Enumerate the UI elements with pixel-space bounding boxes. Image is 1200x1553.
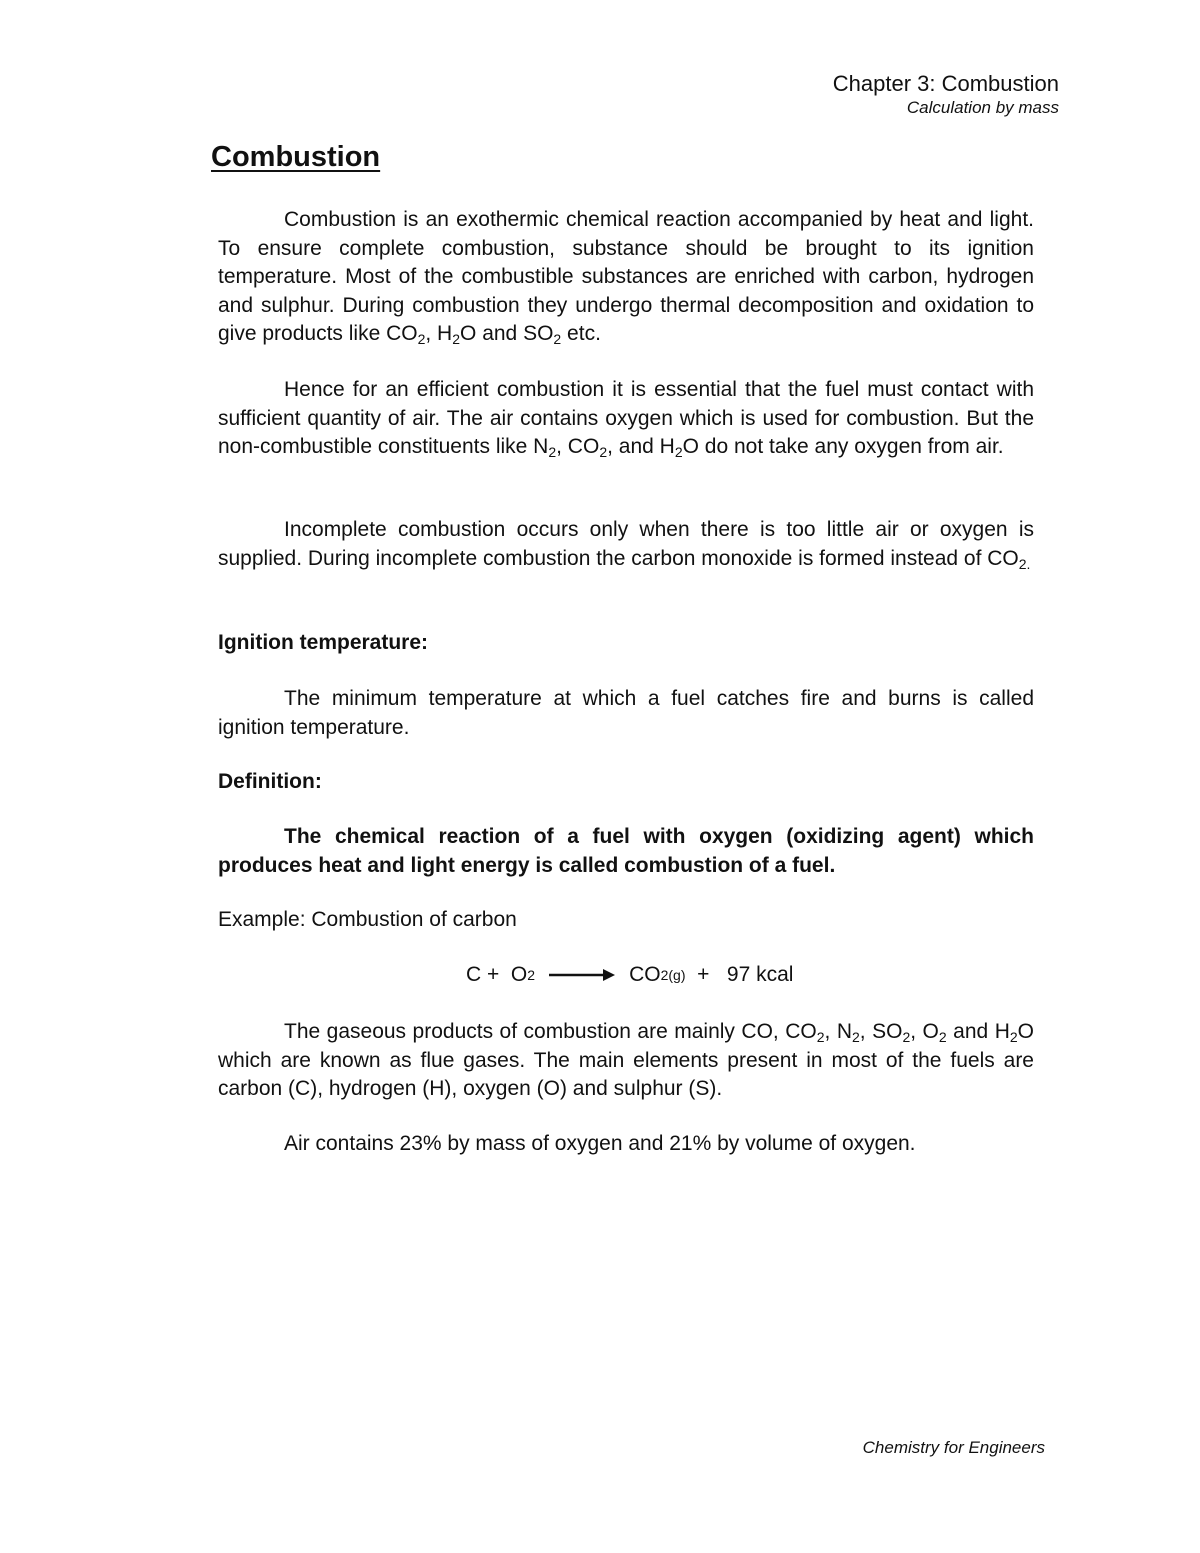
paragraph-efficient-combustion: Hence for an efficient combustion it is essential that the fuel must contact with sufficient quantity of air. The air contains oxygen which is used for combustion. But the non-combustible constituents like $N_2$, $CO_2$, and $H_2O$ do not take any oxygen from air. [218,378,1034,460]
heading-ignition-temperature: Ignition temperature: [218,631,429,654]
reaction-arrow-icon [549,967,615,983]
definition-text: The chemical reaction of a fuel with oxygen (oxidizing agent) which produces heat and light energy is called combustion of a fuel. [218,825,1034,877]
equation-lhs: C + O [466,963,528,986]
page-header [833,70,1059,118]
example-label: Example: Combustion of carbon [218,908,517,931]
equation-rhs: CO [629,963,661,986]
paragraph-incomplete-combustion: Incomplete combustion occurs only when there is too little air or oxygen is supplied. During incomplete combustion the carbon monoxide is formed instead of $CO_{2.}$ [218,518,1034,572]
section-subtitle: Calculation by mass [906,98,1059,117]
page-footer: Chemistry for Engineers [862,1438,1045,1457]
combustion-equation: C + O 2 CO 2(g) + 97 kcal [466,963,794,986]
page-title: Combustion [211,141,381,173]
chapter-title: Chapter 3: Combustion [832,71,1059,96]
paragraph-ignition: The minimum temperature at which a fuel catches fire and burns is called ignition temperature. [218,687,1034,739]
equation-energy: + 97 kcal [685,963,794,986]
paragraph-intro: Combustion is an exothermic chemical reaction accompanied by heat and light. To ensure complete combustion, substance should be brought to its ignition temperature. Most of the combustible substances are enriched with carbon, hydrogen and sulphur. During combustion they undergo thermal decomposition and oxidation to give products like $CO_2$, $H_2O$ and $SO_2$ etc. [218,208,1034,347]
paragraph-air-composition: Air contains 23% by mass of oxygen and 21% by volume of oxygen. [284,1132,916,1155]
heading-definition: Definition: [218,770,322,793]
paragraph-flue-gases: The gaseous products of combustion are mainly CO, $CO_2$, $N_2$, $SO_2$, $O_2$ and $H_2O$ which are known as flue gases. The main elements present in most of the fuels are carbon (C), hydrogen (H), oxygen (O) and sulphur (S). [218,1020,1034,1100]
